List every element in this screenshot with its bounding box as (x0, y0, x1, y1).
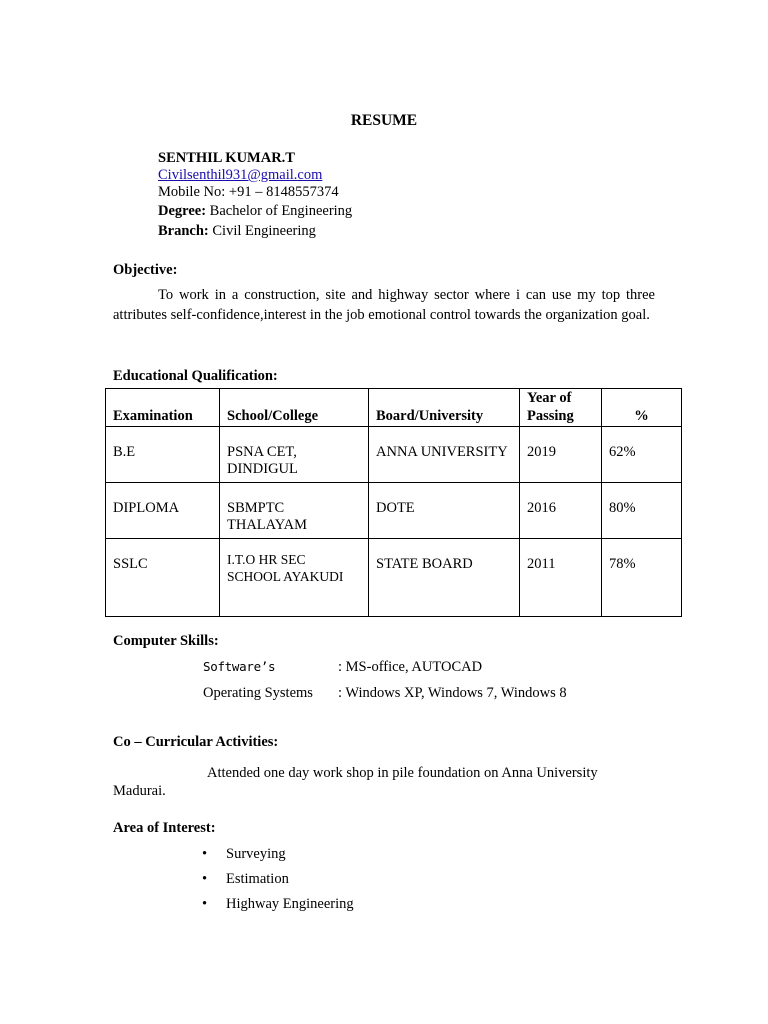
table-row (106, 427, 682, 483)
cell-percent: 78% (602, 539, 682, 617)
candidate-name: SENTHIL KUMAR.T (158, 150, 295, 166)
area-of-interest-heading: Area of Interest: (113, 820, 216, 836)
co-curricular-text-line2: Madurai. (113, 783, 166, 799)
interest-item: Highway Engineering (226, 896, 354, 912)
table-header-row (106, 389, 682, 427)
cell-exam: B.E (106, 427, 220, 483)
branch-label: Branch: (158, 223, 209, 239)
mobile-number: Mobile No: +91 – 8148557374 (158, 184, 339, 200)
col-header-year: Year of Passing (520, 389, 602, 427)
col-header-examination: Examination (106, 389, 220, 427)
cell-year: 2011 (520, 539, 602, 617)
col-header-percent: % (602, 389, 682, 427)
cell-exam: DIPLOMA (106, 483, 220, 539)
co-curricular-text-line1: Attended one day work shop in pile foundation on Anna University (207, 765, 598, 781)
cell-percent: 62% (602, 427, 682, 483)
interest-item: Estimation (226, 871, 289, 887)
education-table (105, 388, 682, 617)
interest-item: Surveying (226, 846, 286, 862)
col-header-board: Board/University (369, 389, 520, 427)
document-title: RESUME (350, 112, 418, 129)
skill-value-os: : Windows XP, Windows 7, Windows 8 (338, 685, 567, 701)
cell-board: DOTE (369, 483, 520, 539)
computer-skills-heading: Computer Skills: (113, 633, 219, 649)
degree-label: Degree: (158, 203, 207, 219)
cell-year: 2016 (520, 483, 602, 539)
skill-label-software: Software’s (203, 659, 276, 674)
co-curricular-heading: Co – Curricular Activities: (113, 734, 279, 750)
cell-exam: SSLC (106, 539, 220, 617)
cell-board: ANNA UNIVERSITY (369, 427, 520, 483)
skill-label-os: Operating Systems (203, 685, 313, 701)
bullet-icon: • (202, 896, 208, 912)
cell-board: STATE BOARD (369, 539, 520, 617)
col-header-school: School/College (220, 389, 369, 427)
cell-school: SBMPTC THALAYAM (220, 483, 369, 539)
branch-row (158, 222, 316, 240)
degree-value: Bachelor of Engineering (206, 203, 353, 219)
skill-value-software: : MS-office, AUTOCAD (338, 659, 483, 675)
education-heading: Educational Qualification: (113, 368, 278, 384)
bullet-icon: • (202, 871, 208, 887)
degree-row (158, 202, 352, 220)
objective-text: To work in a construction, site and highway sector where i can use my top three attributes self-confidence,interest in the job emotional control towards the organization goal. (113, 287, 655, 323)
objective-heading: Objective: (113, 262, 178, 278)
cell-percent: 80% (602, 483, 682, 539)
cell-school: PSNA CET, DINDIGUL (220, 427, 369, 483)
cell-year: 2019 (520, 427, 602, 483)
cell-school: I.T.O HR SEC SCHOOL AYAKUDI (220, 539, 369, 617)
email-link[interactable]: Civilsenthil931@gmail.com (158, 167, 323, 183)
table-row (106, 483, 682, 539)
branch-value: Civil Engineering (208, 223, 316, 239)
email-row (158, 166, 322, 184)
bullet-icon: • (202, 846, 208, 862)
table-row (106, 539, 682, 617)
